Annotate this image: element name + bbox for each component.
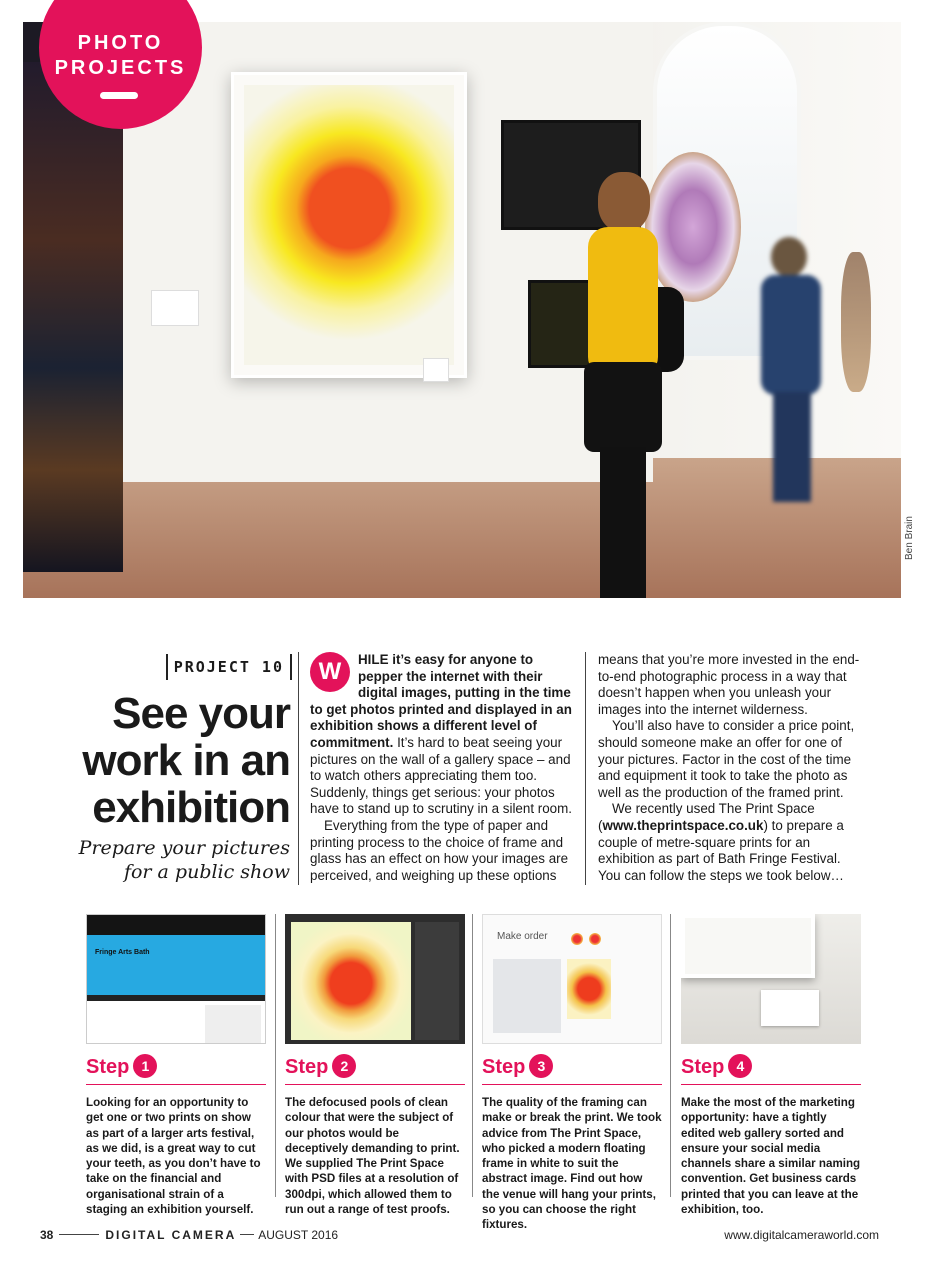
body-column-1: [310, 652, 576, 884]
magazine-name: DIGITAL CAMERA: [105, 1228, 237, 1242]
lead-bold: HILE it’s easy for anyone to pepper the internet with their digital images, putting in the time to get photos printed and displayed in an exhibition shows a different level of commitment.: [310, 652, 572, 750]
framed-abstract-print: [231, 72, 467, 378]
step-number: 2: [332, 1054, 356, 1078]
issue-date: AUGUST 2016: [258, 1228, 339, 1242]
page-footer: [40, 1228, 338, 1242]
botanical-print: [841, 252, 871, 392]
step-number: 3: [529, 1054, 553, 1078]
badge-bar: [100, 92, 138, 99]
step-text: Make the most of the marketing opportunity: have a tightly edited web gallery sorted and ensure your social media channels share a similar naming convention. Get business cards printed that you can leave at the exhibition, too.: [681, 1096, 861, 1217]
wall-label: [151, 290, 199, 326]
body-paragraph: means that you’re more invested in the end-to-end photographic process in a way that doesn’t happen when you unleash your images into the internet wilderness.: [598, 652, 860, 717]
badge-line-2: PROJECTS: [54, 57, 187, 79]
step-3-screenshot: [482, 914, 662, 1044]
step-heading: [482, 1054, 662, 1085]
defocused-colour-pool: [244, 85, 454, 365]
step-label: Step: [285, 1056, 329, 1078]
website-url[interactable]: www.digitalcameraworld.com: [724, 1228, 879, 1242]
badge-line-1: PHOTO: [77, 32, 164, 54]
thumb-title: Make order: [497, 931, 548, 942]
thumb-title: Fringe Arts Bath: [95, 949, 150, 956]
step-heading: [285, 1054, 465, 1085]
project-kicker: [150, 654, 292, 680]
step-number: 1: [133, 1054, 157, 1078]
standfirst: Prepare your pictures for a public show: [78, 837, 290, 883]
step-text: The quality of the framing can make or break the print. We took advice from The Print Space, who picked a modern floating frame in white to suit the abstract image. Find out how the venue will hang your prints, so you can choose the right fixtures.: [482, 1096, 662, 1232]
page-title: See your work in an exhibition: [82, 689, 290, 832]
step-label: Step: [681, 1056, 725, 1078]
step-4-photo: [681, 914, 861, 1044]
step-text: The defocused pools of clean colour that were the subject of our photos would be deceptively demanding to print. We supplied The Print Space with PSD files at a resolution of 300dpi, which allowed them to run out a range of test proofs.: [285, 1096, 460, 1217]
column-rule: [298, 652, 299, 885]
body-paragraph: [598, 801, 864, 884]
step-heading: [681, 1054, 861, 1085]
body-column-2: [598, 652, 864, 884]
step-2: [285, 914, 465, 1217]
body-paragraph: You’ll also have to consider a price point, should someone make an offer for one of your pictures. Factor in the cost of the time and equipment it took to take the photo as well as the production of the framed print.: [598, 718, 855, 800]
wall-label: [423, 358, 449, 382]
column-rule: [585, 652, 586, 885]
step-label: Step: [86, 1056, 130, 1078]
photo-credit: Ben Brain: [904, 516, 915, 560]
step-heading: [86, 1054, 266, 1085]
step-divider: [670, 914, 671, 1197]
step-1-screenshot: [86, 914, 266, 1044]
step-3: [482, 914, 662, 1233]
text-run: We recently used The Print Space (: [598, 801, 815, 833]
page-number: 38: [40, 1228, 54, 1242]
step-text: Looking for an opportunity to get one or two prints on show as part of a larger arts festival, as we did, is a great way to cut your teeth, as you don’t have to take on the financial and organisational strain of a staging an exhibition yourself.: [86, 1096, 261, 1217]
print-space-link[interactable]: www.theprintspace.co.uk: [602, 817, 764, 833]
dark-artwork: [23, 62, 123, 572]
visitor-man-blurred: [761, 237, 821, 502]
step-divider: [472, 914, 473, 1197]
visitor-woman: [568, 172, 678, 598]
project-kicker-text: PROJECT 10: [166, 654, 292, 680]
step-label: Step: [482, 1056, 526, 1078]
text-run: ) to prepare a couple of metre-square prints for an exhibition as part of Bath Fringe Festival. You can follow the steps we took below…: [598, 817, 844, 883]
step-2-screenshot: [285, 914, 465, 1044]
step-1: [86, 914, 266, 1217]
body-paragraph: Everything from the type of paper and printing process to the choice of frame and glass has an effect on how your images are perceived, and weighing up these options: [310, 817, 569, 883]
step-divider: [275, 914, 276, 1197]
step-number: 4: [728, 1054, 752, 1078]
lead-rest: It’s hard to beat seeing your pictures on the wall of a gallery space – and to watch others appreciating them too. Suddenly, things get serious: your photos have to stand up to scrutiny in a silent room.: [310, 734, 573, 817]
step-4: [681, 914, 861, 1217]
drop-cap: W: [310, 652, 350, 692]
body-paragraph: [310, 652, 576, 818]
